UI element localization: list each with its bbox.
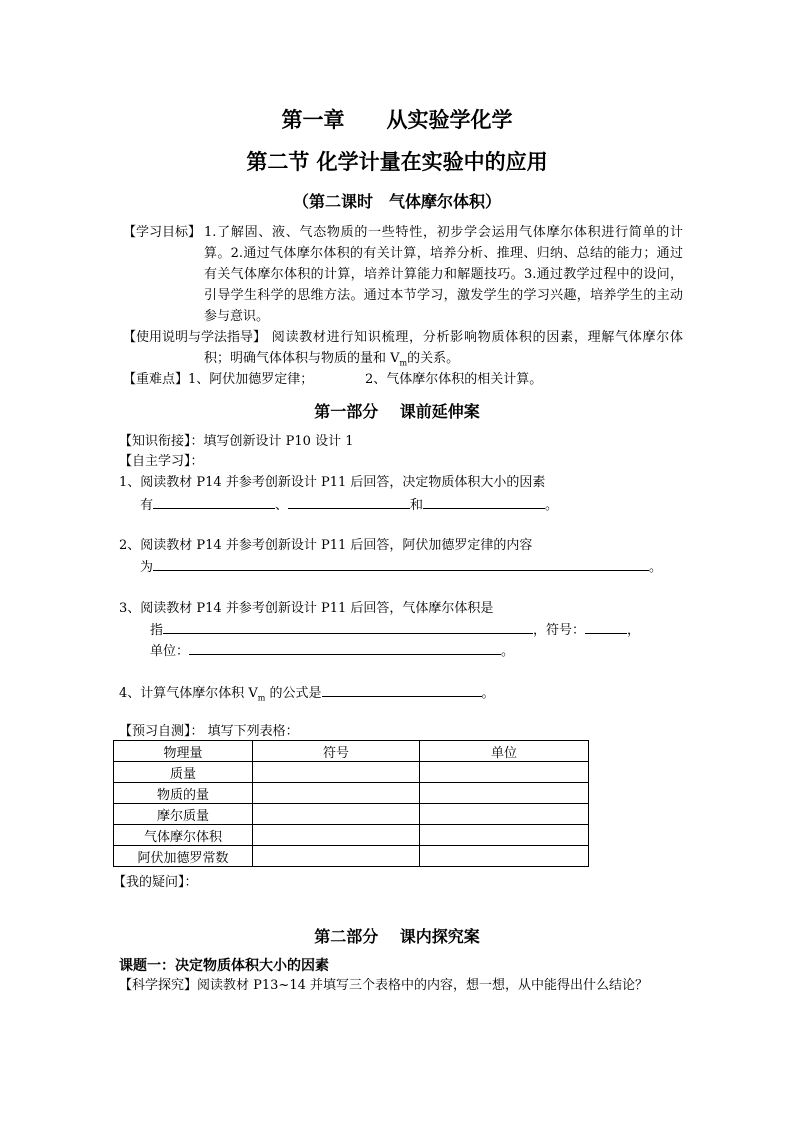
table-cell: 质量: [114, 762, 253, 783]
preview-test: 【预习自测】： 填写下列表格：: [119, 724, 299, 739]
table-input-cell[interactable]: [253, 762, 420, 783]
blank-input[interactable]: [153, 494, 275, 509]
keypoints-label: 【重难点】: [123, 372, 189, 387]
table-header-row: [114, 741, 589, 762]
question-1-blanks: 有 、 和 。: [140, 494, 558, 516]
keypoint-1: 1、阿伏加德罗定律；: [188, 372, 314, 387]
table-header: 符号: [253, 741, 420, 762]
table-input-cell[interactable]: [253, 846, 420, 867]
my-questions-label: 【我的疑问】：: [113, 875, 198, 890]
table-input-cell[interactable]: [420, 804, 589, 825]
blank-input[interactable]: [153, 556, 649, 571]
question-2-blanks: 为 。: [140, 556, 662, 578]
usage-guide: [123, 327, 683, 374]
lesson-title: （第二课时 气体摩尔体积）: [292, 192, 501, 211]
objectives-text: 1.了解固、液、气态物质的一些特性，初步学会运用气体摩尔体积进行简单的计算。2.通过气体摩尔体积的有关计算，培养分析、推理、归纳、总结的能力；通过有关气体摩尔体积的计算，培养计算能力和解题技巧。3.通过教学过程中的设问，引导学生科学的思维方法。通过本节学习，激发学生的学习兴趣，培养学生的主动参与意识。: [204, 225, 683, 324]
table-header: 物理量: [114, 741, 253, 762]
table-input-cell[interactable]: [253, 825, 420, 846]
key-points: [123, 369, 313, 390]
science-explore: 【科学探究】阅读教材 P13~14 并填写三个表格中的内容，想一想，从中能得出什么结论？: [119, 978, 649, 993]
table-input-cell[interactable]: [420, 846, 589, 867]
table-cell: 物质的量: [114, 783, 253, 804]
blank-input[interactable]: [322, 682, 482, 697]
table-input-cell[interactable]: [420, 762, 589, 783]
guide-label: 【使用说明与学法指导】: [123, 330, 267, 345]
chapter-title: 第一章 从实验学化学: [281, 107, 513, 132]
table-input-cell[interactable]: [420, 825, 589, 846]
table-header: 单位: [420, 741, 589, 762]
question-3-blanks-b: 单位： 。: [150, 640, 514, 662]
question-1: 1、阅读教材 P14 并参考创新设计 P11 后回答，决定物质体积大小的因素: [119, 475, 546, 490]
question-4: 4、计算气体摩尔体积 $V_m$ 的公式是 。: [119, 682, 495, 709]
table-cell: 阿伏加德罗常数: [114, 846, 253, 867]
blank-input[interactable]: [423, 494, 545, 509]
self-study-label: 【自主学习】：: [119, 454, 204, 469]
table-cell: 气体摩尔体积: [114, 825, 253, 846]
table-row: [114, 804, 589, 825]
blank-input[interactable]: [288, 494, 410, 509]
table-row: [114, 762, 589, 783]
table-input-cell[interactable]: [420, 783, 589, 804]
link-label: 【知识衔接】：: [119, 434, 204, 449]
table-input-cell[interactable]: [253, 783, 420, 804]
question-3-blanks-a: 指 ，符号： ，: [150, 619, 640, 641]
part2-title: 第二部分 课内探究案: [314, 927, 480, 946]
guide-sub: m: [399, 358, 408, 368]
learning-objectives: [123, 222, 683, 327]
table-cell: 摩尔质量: [114, 804, 253, 825]
blank-input[interactable]: [189, 640, 501, 655]
objectives-label: 【学习目标】: [123, 225, 202, 240]
table-row: [114, 783, 589, 804]
topic-1-title: 课题一：决定物质体积大小的因素: [119, 958, 329, 974]
blank-input[interactable]: [163, 619, 533, 634]
guide-text: 阅读教材进行知识梳理，分析影响物质体积的因素，理解气体摩尔体积；明确气体体积与物质的量和 V: [204, 330, 683, 366]
blank-input[interactable]: [585, 619, 627, 634]
question-2: 2、阅读教材 P14 并参考创新设计 P11 后回答，阿伏加德罗定律的内容: [119, 538, 533, 553]
table-input-cell[interactable]: [253, 804, 420, 825]
table-row: [114, 825, 589, 846]
question-3: 3、阅读教材 P14 并参考创新设计 P11 后回答，气体摩尔体积是: [119, 601, 494, 616]
guide-text-end: 的关系。: [407, 351, 460, 366]
link-text: 填写创新设计 P10 设计 1: [203, 434, 354, 449]
keypoint-2: 2、气体摩尔体积的相关计算。: [365, 372, 543, 387]
preview-table: [113, 740, 589, 867]
table-row: [114, 846, 589, 867]
part1-title: 第一部分 课前延伸案: [314, 402, 480, 421]
section-title: 第二节 化学计量在实验中的应用: [246, 149, 548, 174]
knowledge-link: [119, 431, 353, 452]
